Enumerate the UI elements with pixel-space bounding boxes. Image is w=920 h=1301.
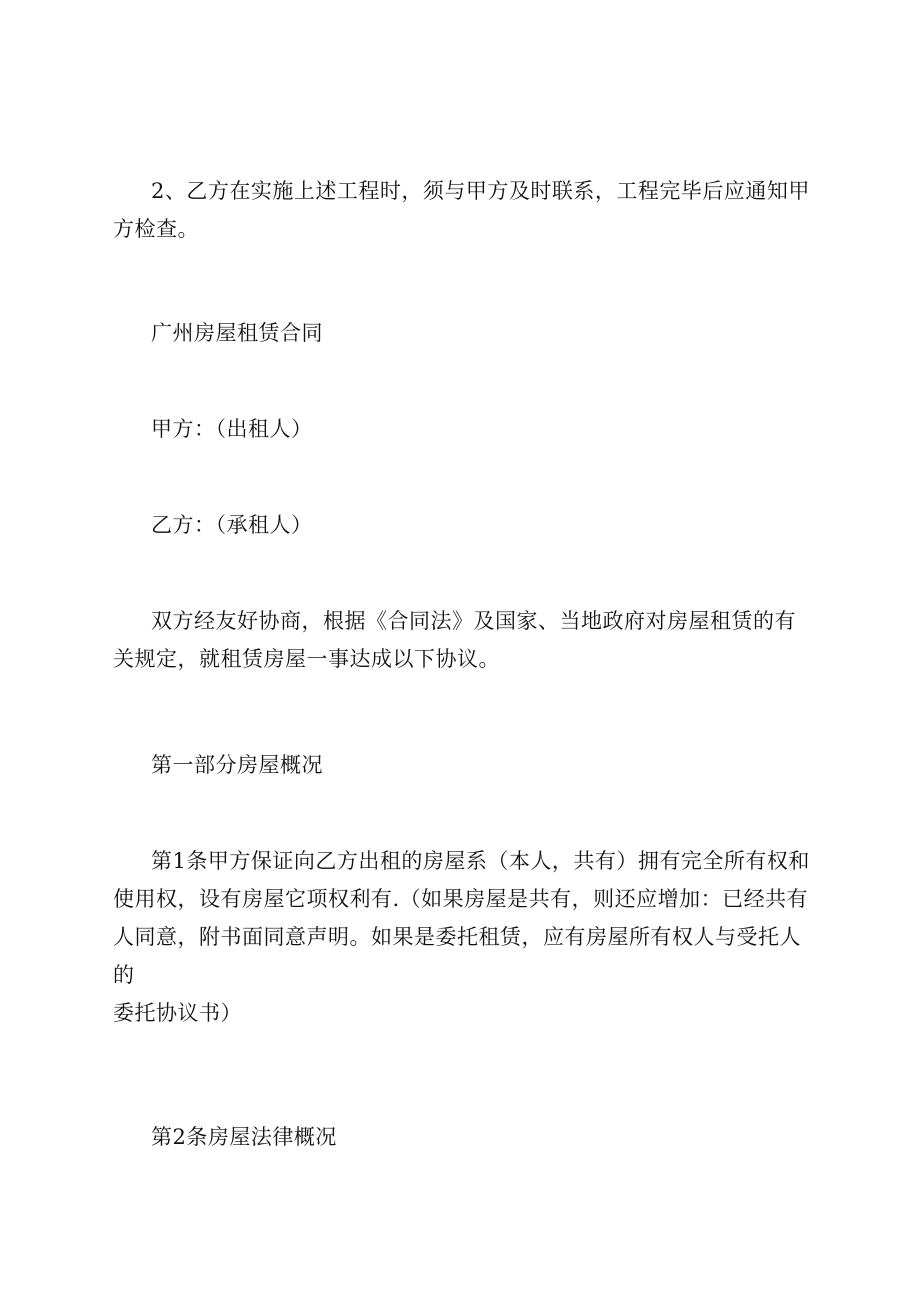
text-line: 第1条甲方保证向乙方出租的房屋系（本人，共有）拥有完全所有权和 xyxy=(151,849,810,873)
text-line: 第一部分房屋概况 xyxy=(151,753,323,777)
text-line: 第2条房屋法律概况 xyxy=(151,1125,337,1149)
text-line: 方检查。 xyxy=(113,217,199,241)
paragraph-clause-2-notice xyxy=(113,172,813,248)
article-2-heading xyxy=(113,1118,813,1156)
text-line: 广州房屋租赁合同 xyxy=(151,321,323,345)
text-line: 乙方：（承租人） xyxy=(151,513,313,537)
party-a-line xyxy=(113,410,813,448)
paragraph-article-1 xyxy=(113,842,813,1032)
text-line: 人同意，附书面同意声明。如果是委托租赁，应有房屋所有权人与受托人的 xyxy=(113,925,801,987)
text-line: 2、乙方在实施上述工程时，须与甲方及时联系，工程完毕后应通知甲 xyxy=(151,179,810,203)
text-line: 双方经友好协商，根据《合同法》及国家、当地政府对房屋租赁的有 xyxy=(151,609,796,633)
text-line: 委托协议书） xyxy=(113,1001,242,1025)
part-1-heading xyxy=(113,746,813,784)
text-line: 使用权，设有房屋它项权利有.（如果房屋是共有，则还应增加：已经共有 xyxy=(113,887,809,911)
party-b-line xyxy=(113,506,813,544)
paragraph-preamble xyxy=(113,602,813,678)
text-line: 关规定，就租赁房屋一事达成以下协议。 xyxy=(113,647,500,671)
text-line: 甲方：（出租人） xyxy=(151,417,313,441)
contract-title xyxy=(113,314,813,352)
